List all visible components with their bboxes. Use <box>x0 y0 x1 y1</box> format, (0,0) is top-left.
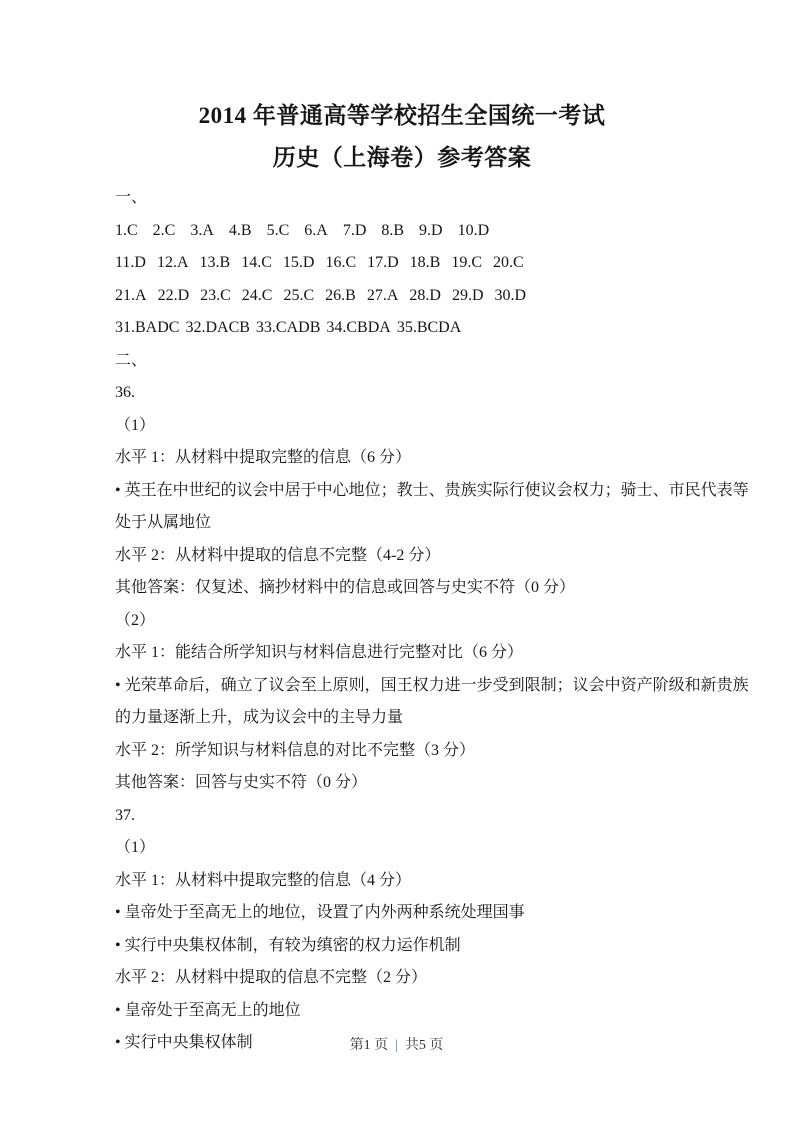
answer-item: 20.C <box>493 254 524 271</box>
q37-number: 37. <box>115 806 135 824</box>
q37-part1-level1: 水平 1：从材料中提取完整的信息（4 分） <box>115 871 412 889</box>
q36-part2-level2: 水平 2：所学知识与材料信息的对比不完整（3 分） <box>115 741 476 759</box>
answer-item: 33.CADB <box>255 319 321 336</box>
answer-item: 29.D <box>451 286 484 304</box>
q36-part1-level2: 水平 2：从材料中提取的信息不完整（4-2 分） <box>115 546 441 564</box>
current-page-label: 第1 页 <box>349 1038 389 1053</box>
answer-item: 3.A <box>190 221 214 239</box>
answer-row-1 <box>115 215 689 248</box>
answer-item: 10.D <box>457 221 490 239</box>
answer-item: 30.D <box>494 286 527 304</box>
answer-item: 1.C <box>115 221 138 239</box>
answer-item: 22.D <box>157 286 190 304</box>
answer-item: 27.A <box>366 286 399 304</box>
q36-part2-other-answer: 其他答案：回答与史实不符（0 分） <box>115 774 368 791</box>
q36-part1-level1: 水平 1：从材料中提取完整的信息（6 分） <box>115 449 412 466</box>
answer-item: 9.D <box>419 221 443 239</box>
answer-row-4 <box>115 312 689 345</box>
q36-part2-level1: 水平 1：能结合所学知识与材料信息进行完整对比（6 分） <box>115 644 524 661</box>
q36-part1-label: （1） <box>115 416 156 434</box>
answer-item: 4.B <box>228 221 252 239</box>
q37-part1-bullet3: • 皇帝处于至高无上的地位 <box>115 1001 301 1019</box>
exam-subtitle: 历史（上海卷）参考答案 <box>272 145 532 170</box>
answer-item: 26.B <box>325 286 356 304</box>
answer-item: 35.BCDA <box>396 319 462 336</box>
q36-number: 36. <box>115 384 135 401</box>
section-two-label: 二、 <box>115 351 148 369</box>
answer-item: 32.DACB <box>185 319 250 336</box>
answer-row-2 <box>115 247 689 280</box>
exam-title: 2014 年普通高等学校招生全国统一考试 <box>198 103 606 128</box>
q37-part1-bullet4: • 实行中央集权体制 <box>115 1034 253 1051</box>
footer-separator: | <box>395 1038 398 1053</box>
answer-item: 17.D <box>367 254 399 271</box>
q37-part1-label: （1） <box>115 839 156 856</box>
q37-part1-bullet2: • 实行中央集权体制，有较为缜密的权力运作机制 <box>115 936 461 954</box>
total-pages-label: 共5 页 <box>404 1038 444 1053</box>
q37-part1-level2: 水平 2：从材料中提取的信息不完整（2 分） <box>115 969 428 986</box>
answer-item: 19.C <box>451 254 483 271</box>
answer-item: 15.D <box>282 254 315 271</box>
answer-item: 12.A <box>156 254 189 271</box>
answer-item: 2.C <box>152 221 176 239</box>
answer-item: 13.B <box>199 254 231 271</box>
q36-part2-bullet1: • 光荣革命后，确立了议会至上原则，国王权力进一步受到限制；议会中资产阶级和新贵族 <box>115 676 749 694</box>
answer-item: 5.C <box>266 221 290 239</box>
answer-item: 24.C <box>241 286 273 304</box>
answer-item: 34.CBDA <box>326 319 391 336</box>
q36-part1-bullet1: • 英王在中世纪的议会中居于中心地位；教士、贵族实际行使议会权力；骑士、市民代表等 <box>115 481 749 499</box>
answer-item: 28.D <box>409 286 441 304</box>
q37-part1-bullet1: • 皇帝处于至高无上的地位，设置了内外两种系统处理国事 <box>115 904 525 921</box>
answer-item: 16.C <box>325 254 357 271</box>
answer-item: 11.D <box>115 254 146 271</box>
answer-item: 18.B <box>409 254 441 271</box>
answer-item: 8.B <box>381 221 405 239</box>
answer-item: 14.C <box>241 254 272 271</box>
answer-item: 31.BADC <box>115 319 180 336</box>
answer-item: 7.D <box>342 221 367 239</box>
section-one-label: 一、 <box>115 189 148 206</box>
answer-item: 21.A <box>115 286 147 304</box>
answer-row-3 <box>115 280 689 313</box>
page-indicator <box>0 1036 793 1056</box>
q36-part2-bullet1-continuation: 的力量逐渐上升，成为议会中的主导力量 <box>115 709 404 726</box>
answer-item: 23.C <box>200 286 231 304</box>
q36-part2-label: （2） <box>115 611 156 629</box>
q36-part1-bullet1-continuation: 处于从属地位 <box>115 514 212 531</box>
answer-item: 6.A <box>304 221 328 239</box>
answer-item: 25.C <box>283 286 315 304</box>
q36-part1-other-answer: 其他答案：仅复述、摘抄材料中的信息或回答与史实不符（0 分） <box>115 579 576 596</box>
